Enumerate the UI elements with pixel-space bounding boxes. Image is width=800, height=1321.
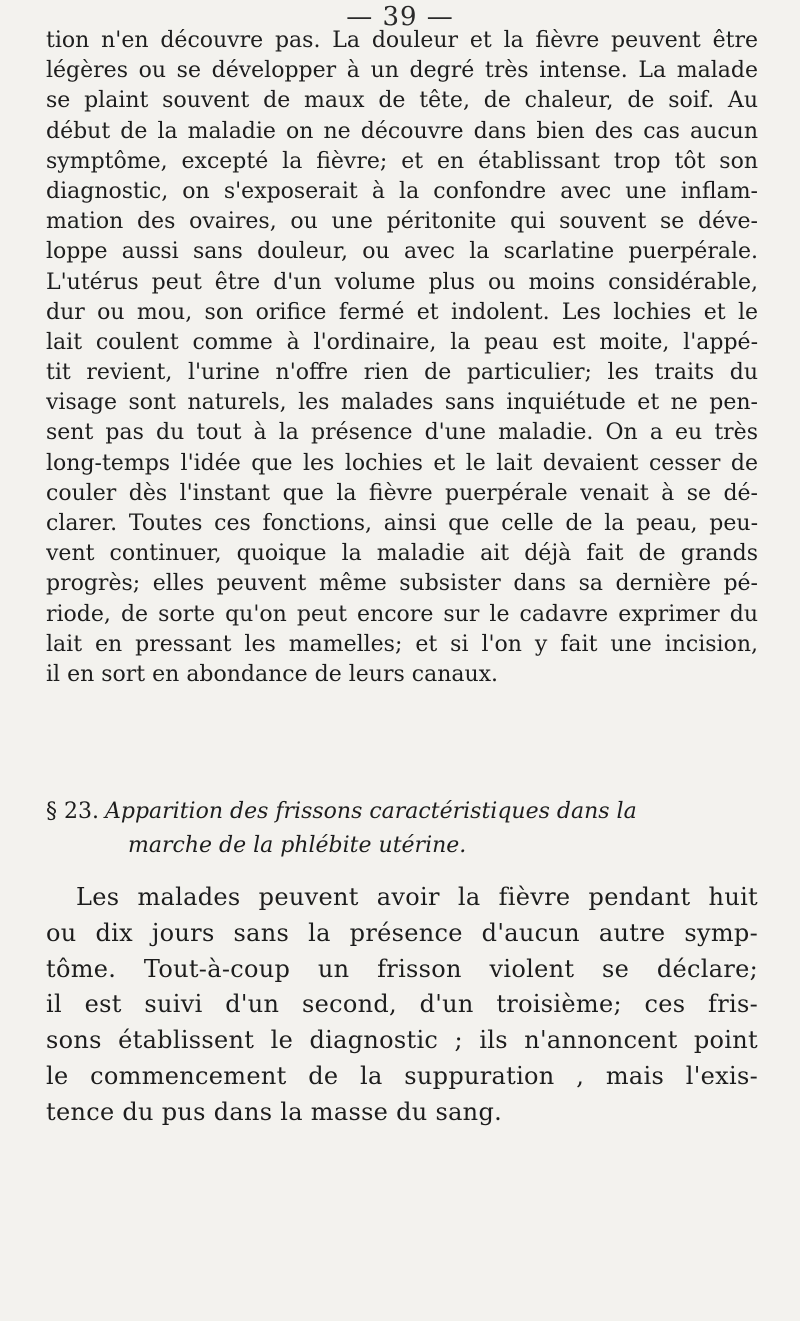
text-line: long-temps l'idée que les lochies et le lait devaient cesser de xyxy=(46,450,758,476)
text-line: se plaint souvent de maux de tête, de chaleur, de soif. Au xyxy=(46,88,758,114)
text-line: tôme. Tout-à-coup un frisson violent se déclare; xyxy=(46,954,758,983)
text-line: clarer. Toutes ces fonctions, ainsi que celle de la peau, peu- xyxy=(46,511,758,536)
text-line: dur ou mou, son orifice fermé et indolent. Les lochies et le xyxy=(46,299,758,325)
section-heading-line-1 xyxy=(46,795,758,829)
text-line: Les malades peuvent avoir la fièvre pendant huit xyxy=(76,883,758,911)
text-line: couler dès l'instant que la fièvre puerpérale venait à se dé- xyxy=(46,480,758,506)
text-line: tit revient, l'urine n'offre rien de particulier; les traits du xyxy=(46,360,758,386)
section-heading-line-2 xyxy=(46,829,758,863)
text-line: L'utérus peut être d'un volume plus ou moins considérable, xyxy=(46,269,758,295)
text-line: diagnostic, on s'exposerait à la confondre avec une inflam- xyxy=(46,178,758,204)
section-title-part-2: marche de la phlébite utérine. xyxy=(128,833,467,858)
text-line: lait coulent comme à l'ordinaire, la peau est moite, l'appé- xyxy=(46,329,758,355)
text-line: progrès; elles peuvent même subsister dans sa dernière pé- xyxy=(46,571,758,597)
section-title-part-1: Apparition des frissons caractéristiques dans la xyxy=(104,799,637,824)
text-line: il en sort en abondance de leurs canaux. xyxy=(46,661,499,687)
text-line: loppe aussi sans douleur, ou avec la scarlatine puerpérale. xyxy=(46,239,758,265)
text-line: début de la maladie on ne découvre dans bien des cas aucun xyxy=(46,118,758,144)
text-line: vent continuer, quoique la maladie ait déjà fait de grands xyxy=(46,541,758,567)
text-line: sons établissent le diagnostic ; ils n'annoncent point xyxy=(46,1026,758,1055)
text-line: symptôme, excepté la fièvre; et en établissant trop tôt son xyxy=(46,148,758,174)
text-line: lait en pressant les mamelles; et si l'on y fait une incision, xyxy=(46,631,758,657)
text-line: visage sont naturels, les malades sans inquiétude et ne pen- xyxy=(46,390,758,416)
text-line: ou dix jours sans la présence d'aucun autre symp- xyxy=(46,918,758,947)
paragraph-fever-symptoms xyxy=(46,26,758,690)
paragraph-chills xyxy=(46,880,758,1131)
section-number: § 23. xyxy=(46,799,99,824)
text-line: riode, de sorte qu'on peut encore sur le cadavre exprimer du xyxy=(46,601,758,627)
text-line: le commencement de la suppuration , mais l'exis- xyxy=(46,1061,758,1090)
text-line: sent pas du tout à la présence d'une maladie. On a eu très xyxy=(46,420,758,446)
text-line: tion n'en découvre pas. La douleur et la fièvre peuvent être xyxy=(46,28,758,53)
text-line: il est suivi d'un second, d'un troisième; ces fris- xyxy=(46,990,758,1019)
text-line: tence du pus dans la masse du sang. xyxy=(46,1097,503,1126)
text-line: mation des ovaires, ou une péritonite qui souvent se déve- xyxy=(46,209,758,235)
page-number: — 39 — xyxy=(346,2,454,32)
text-line: légères ou se développer à un degré très intense. La malade xyxy=(46,58,758,84)
section-heading xyxy=(46,795,758,863)
